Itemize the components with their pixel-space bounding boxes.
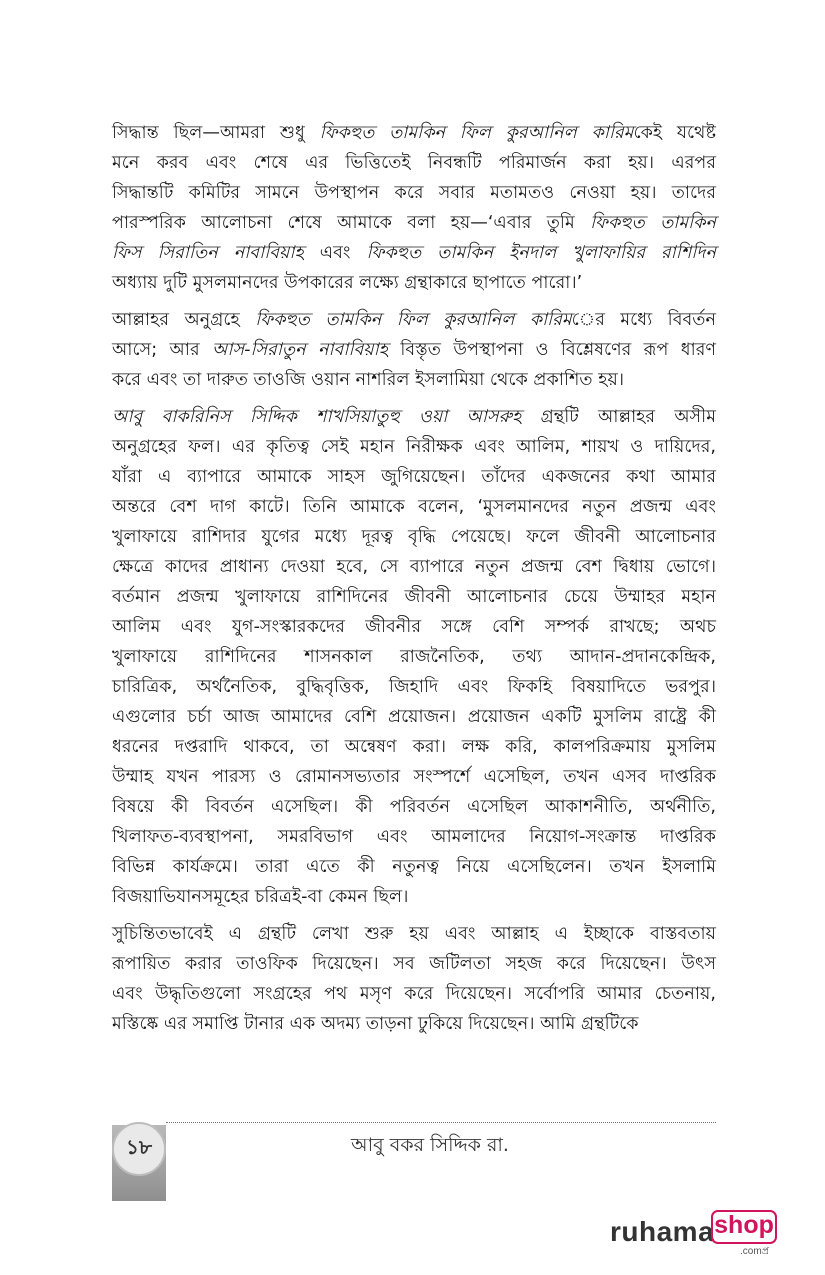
text-run: মনে করব এবং শেষে এর ভিত্তিতেই নিবন্ধটি পরিমার্জন করা হয়। এরপর xyxy=(112,153,716,173)
footer-divider xyxy=(166,1122,716,1123)
text-run: সিদ্ধান্তটি কমিটির সামনে উপস্থাপন করে সবার মতামতও নেওয়া হয়। তাদের xyxy=(112,183,716,203)
text-line xyxy=(112,432,716,462)
text-run: বর্তমান প্রজন্ম খুলাফায়ে রাশিদিনের জীবনী আলোচনার চেয়ে উম্মাহর মহান xyxy=(112,587,716,607)
paragraph xyxy=(112,919,716,1039)
text-run: আসে; আর xyxy=(112,340,212,360)
text-run: এগুলোর চর্চা আজ আমাদের বেশি প্রয়োজন। প্রয়োজন একটি মুসলিম রাষ্ট্রে কী xyxy=(112,707,716,727)
brand-name-part1: ruhama xyxy=(610,1216,715,1247)
text-run: গ্রন্থটি আল্লাহর অসীম xyxy=(521,407,716,427)
text-line xyxy=(112,762,716,792)
text-line xyxy=(112,852,716,882)
text-line xyxy=(112,612,716,642)
paragraph xyxy=(112,402,716,912)
paragraph xyxy=(112,118,716,298)
text-run: বিষয়ে কী বিবর্তন এসেছিল। কী পরিবর্তন এসেছিল আকাশনীতি, অর্থনীতি, xyxy=(112,797,716,817)
text-line xyxy=(112,919,716,949)
text-run: অন্তরে বেশ দাগ কাটে। তিনি আমাকে বলেন, ‘মুসলমানদের নতুন প্রজন্ম এবং xyxy=(112,497,716,517)
text-line xyxy=(112,148,716,178)
text-run: বিস্তৃত উপস্থাপনা ও বিশ্লেষণের রূপ ধারণ xyxy=(388,340,717,360)
italic-title-run: ফিকহুত তামকিন xyxy=(590,213,716,233)
text-line xyxy=(112,208,716,238)
text-run: কেই যথেষ্ট xyxy=(633,123,716,143)
paragraph xyxy=(112,305,716,395)
text-run: খিলাফত-ব্যবস্থাপনা, সমরবিভাগ এবং আমলাদের নিয়োগ-সংক্রান্ত দাপ্তরিক xyxy=(112,827,716,847)
text-run: বিজয়াভিযানসমূহের চরিত্রই-বা কেমন ছিল। xyxy=(112,887,409,907)
text-line xyxy=(112,672,716,702)
text-run: যাঁরা এ ব্যাপারে আমাকে সাহস জুগিয়েছেন। তাঁদের একজনের কথা আমার xyxy=(112,467,716,487)
text-line xyxy=(112,178,716,208)
text-run: এবং উদ্ধৃতিগুলো সংগ্রহের পথ মসৃণ করে দিয়েছেন। সর্বোপরি আমার চেতনায়, xyxy=(112,984,716,1004)
text-run: অনুগ্রহের ফল। এর কৃতিত্ব সেই মহান নিরীক্ষক এবং আলিম, শায়খ ও দায়িদের, xyxy=(112,437,716,457)
text-line xyxy=(112,522,716,552)
italic-title-run: ফিকহুত তামকিন ফিল কুরআনিল কারিম xyxy=(319,123,634,143)
text-run: খুলাফায়ে রাশিদিনের শাসনকাল রাজনৈতিক, তথ্য আদান-প্রদানকেন্দ্রিক, xyxy=(112,647,716,667)
brand-domain: .comপ্র xyxy=(740,1246,770,1257)
text-run: আলিম এবং যুগ-সংস্কারকদের জীবনীর সঙ্গে বেশি সম্পর্ক রাখছে; অথচ xyxy=(112,617,716,637)
text-run: অধ্যায় দুটি মুসলমানদের উপকারের লক্ষ্যে গ্রন্থাকারে ছাপাতে পারো।’ xyxy=(112,273,583,293)
text-run: সিদ্ধান্ত ছিল—আমরা শুধু xyxy=(112,123,320,143)
text-run: ক্ষেত্রে কাদের প্রাধান্য দেওয়া হবে, সে ব্যাপারে নতুন প্রজন্ম বেশ দ্বিধায় ভোগে। xyxy=(112,557,716,577)
text-line xyxy=(112,335,716,365)
text-line xyxy=(112,582,716,612)
text-line xyxy=(112,1009,716,1039)
text-run: ের মধ্যে বিবর্তন xyxy=(571,310,716,330)
text-line xyxy=(112,462,716,492)
text-line xyxy=(112,238,716,268)
italic-title-run: ফিকহুত তামকিন ইনদাল খুলাফায়ির রাশিদিন xyxy=(366,243,717,263)
text-line xyxy=(112,492,716,522)
text-line xyxy=(112,822,716,852)
italic-title-run: ফিকহুত তামকিন ফিল কুরআনিল কারিম xyxy=(255,310,572,330)
text-run: উম্মাহ যখন পারস্য ও রোমানসভ্যতার সংস্পর্শে এসেছিল, তখন এসব দাপ্তরিক xyxy=(112,767,716,787)
text-line xyxy=(112,732,716,762)
text-line xyxy=(112,792,716,822)
page-number: ১৮ xyxy=(112,1122,166,1176)
brand-name-part2: shop xyxy=(711,1210,777,1244)
text-line xyxy=(112,642,716,672)
italic-title-run: আস-সিরাতুন নাবাবিয়াহ xyxy=(212,340,388,360)
text-run: বিভিন্ন কার্যক্রমে। তারা এতে কী নতুনত্ব নিয়ে এসেছিলেন। তখন ইসলামি xyxy=(112,857,716,877)
text-run: খুলাফায়ে রাশিদার যুগের মধ্যে দূরত্ব বৃদ্ধি পেয়েছে। ফলে জীবনী আলোচনার xyxy=(112,527,716,547)
text-line xyxy=(112,949,716,979)
text-run: এবং xyxy=(303,243,367,263)
text-run: আল্লাহর অনুগ্রহে xyxy=(112,310,256,330)
italic-title-run: ফিস সিরাতিন নাবাবিয়াহ xyxy=(112,243,304,263)
text-run: পারস্পরিক আলোচনা শেষে আমাকে বলা হয়—‘এবার তুমি xyxy=(112,213,591,233)
text-line xyxy=(112,305,716,335)
text-run: মস্তিষ্কে এর সমাপ্তি টানার এক অদম্য তাড়না ঢুকিয়ে দিয়েছেন। আমি গ্রন্থটিকে xyxy=(112,1014,639,1034)
text-line xyxy=(112,402,716,432)
text-run: রূপায়িত করার তাওফিক দিয়েছেন। সব জটিলতা সহজ করে দিয়েছেন। উৎস xyxy=(112,954,716,974)
text-run: করে এবং তা দারুত তাওজি ওয়ান নাশরিল ইসলামিয়া থেকে প্রকাশিত হয়। xyxy=(112,370,625,390)
text-line xyxy=(112,882,716,912)
text-run: সুচিন্তিতভাবেই এ গ্রন্থটি লেখা শুরু হয় এবং আল্লাহ এ ইচ্ছাকে বাস্তবতায় xyxy=(112,924,716,944)
text-line xyxy=(112,702,716,732)
text-run: চারিত্রিক, অর্থনৈতিক, বুদ্ধিবৃত্তিক, জিহাদি এবং ফিকহি বিষয়াদিতে ভরপুর। xyxy=(112,677,716,697)
text-line xyxy=(112,118,716,148)
running-title: আবু বকর সিদ্দিক রা. xyxy=(351,1134,509,1156)
text-line xyxy=(112,365,716,395)
italic-title-run: আবু বাকরিনিস সিদ্দিক শাখসিয়াতুহু ওয়া আসরুহ xyxy=(112,407,522,427)
text-run: ধরনের দপ্তরাদি থাকবে, তা অন্বেষণ করা। লক্ষ করি, কালপরিক্রমায় মুসলিম xyxy=(112,737,716,757)
body-text xyxy=(112,118,716,1046)
text-line xyxy=(112,552,716,582)
text-line xyxy=(112,268,716,298)
text-line xyxy=(112,979,716,1009)
